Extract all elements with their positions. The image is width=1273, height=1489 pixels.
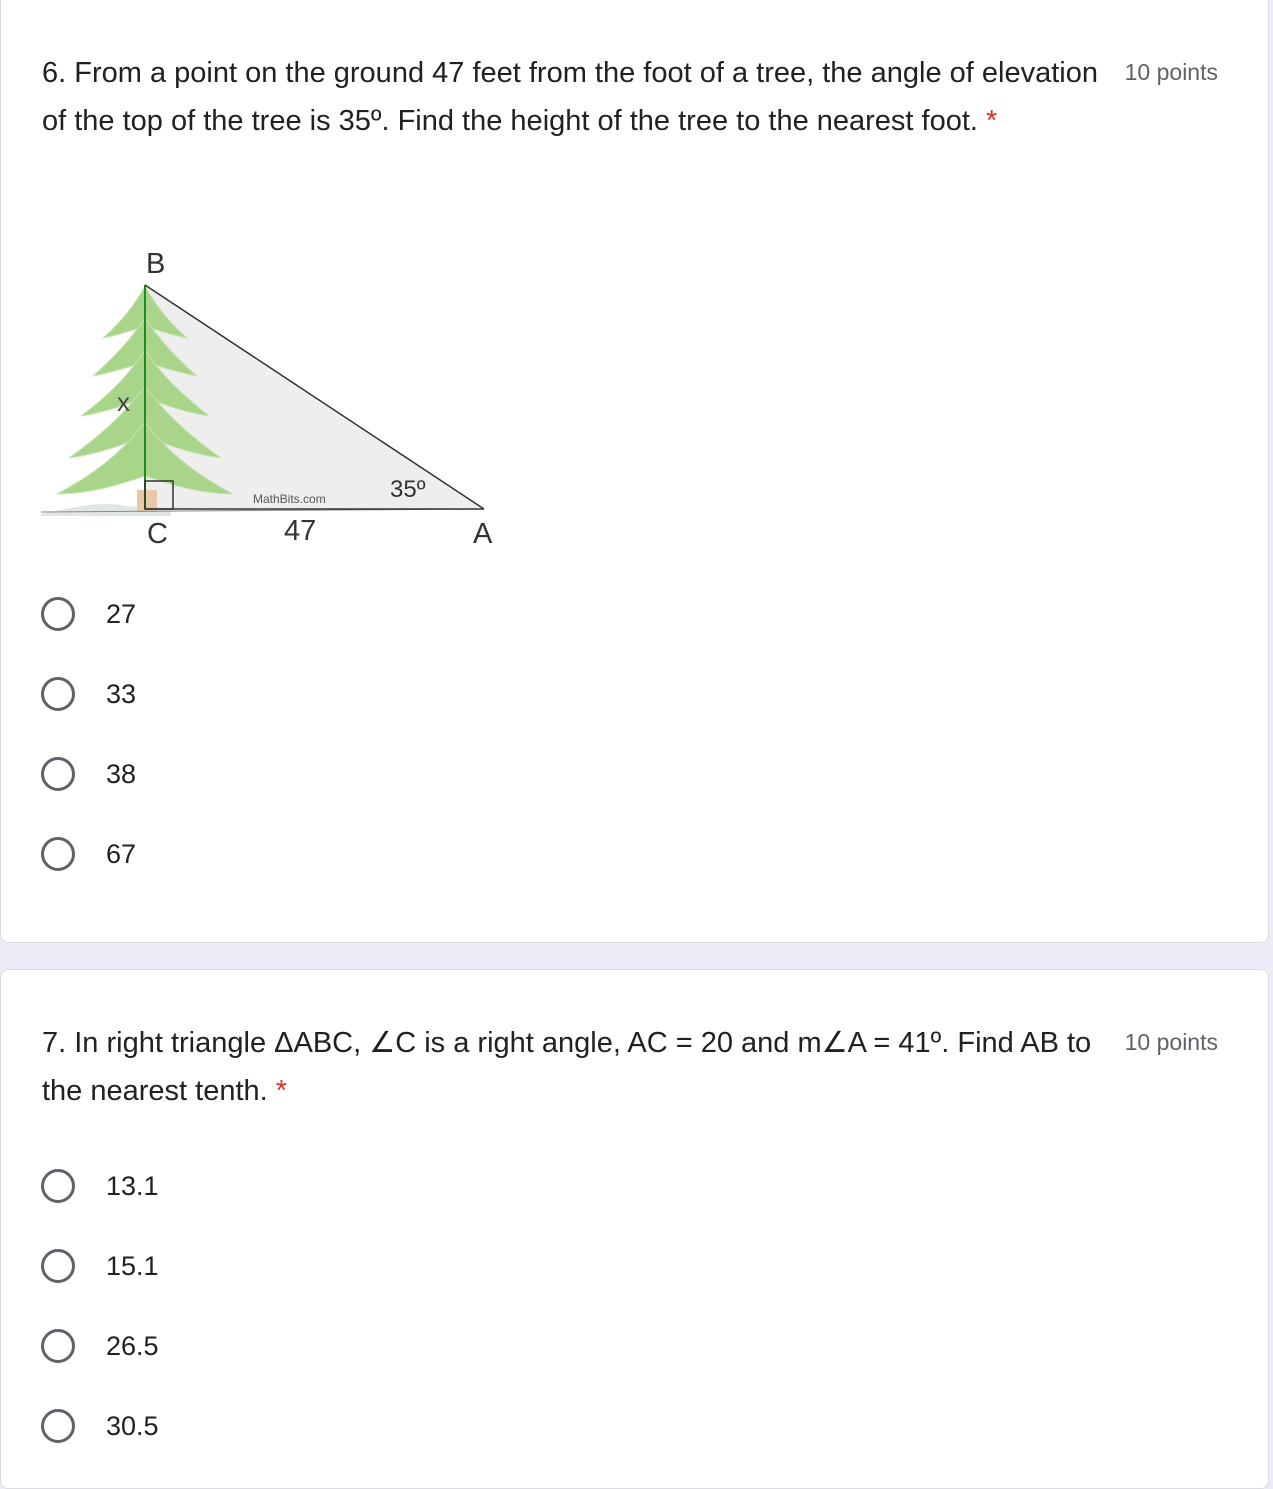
- label-c: C: [147, 518, 168, 550]
- option-label: 33: [106, 678, 137, 709]
- label-b: B: [146, 248, 166, 280]
- question-title: [42, 1019, 1097, 1115]
- label-a: A: [473, 518, 493, 550]
- label-angle: 35º: [390, 476, 426, 503]
- question-text: 7. In right triangle ΔABC, ∠C is a right angle, AC = 20 and m∠A = 41º. Find AB to the nearest tenth.: [42, 1027, 1092, 1107]
- triangle-diagram: [41, 238, 511, 558]
- option-label: 67: [106, 838, 137, 869]
- question-title: [42, 49, 1104, 145]
- points-label: 10 points: [1124, 59, 1218, 85]
- question-text: 6. From a point on the ground 47 feet from the foot of a tree, the angle of elevation of the top of the tree is 35º. Find the height of the tree to the nearest foot.: [42, 57, 1098, 137]
- option-label: 15.1: [106, 1250, 159, 1281]
- radio-button[interactable]: [41, 1409, 75, 1443]
- option-label: 13.1: [106, 1170, 159, 1201]
- tree-triangle-figure: [41, 238, 511, 558]
- option-label: 26.5: [106, 1330, 159, 1361]
- option-67[interactable]: [41, 814, 136, 894]
- label-base-length: 47: [284, 515, 317, 547]
- radio-button[interactable]: [41, 677, 75, 711]
- option-26-5[interactable]: [41, 1306, 159, 1386]
- question-card-7: [0, 969, 1269, 1489]
- question-header: [42, 49, 1218, 145]
- option-38[interactable]: [41, 734, 136, 814]
- radio-button[interactable]: [41, 1329, 75, 1363]
- options-group: [41, 574, 136, 894]
- radio-button[interactable]: [41, 837, 75, 871]
- watermark: MathBits.com: [253, 492, 326, 506]
- option-label: 27: [106, 598, 137, 629]
- question-header: [42, 1019, 1218, 1115]
- label-x: x: [117, 387, 130, 417]
- radio-button[interactable]: [41, 1169, 75, 1203]
- option-label: 38: [106, 758, 137, 789]
- required-asterisk: *: [275, 1075, 288, 1107]
- points-label: 10 points: [1124, 1029, 1218, 1055]
- options-group: [41, 1146, 159, 1466]
- radio-button[interactable]: [41, 1249, 75, 1283]
- radio-button[interactable]: [41, 597, 75, 631]
- option-33[interactable]: [41, 654, 136, 734]
- option-30-5[interactable]: [41, 1386, 159, 1466]
- radio-button[interactable]: [41, 757, 75, 791]
- option-label: 30.5: [106, 1410, 159, 1441]
- option-15-1[interactable]: [41, 1226, 159, 1306]
- option-27[interactable]: [41, 574, 136, 654]
- required-asterisk: *: [986, 105, 998, 137]
- option-13-1[interactable]: [41, 1146, 159, 1226]
